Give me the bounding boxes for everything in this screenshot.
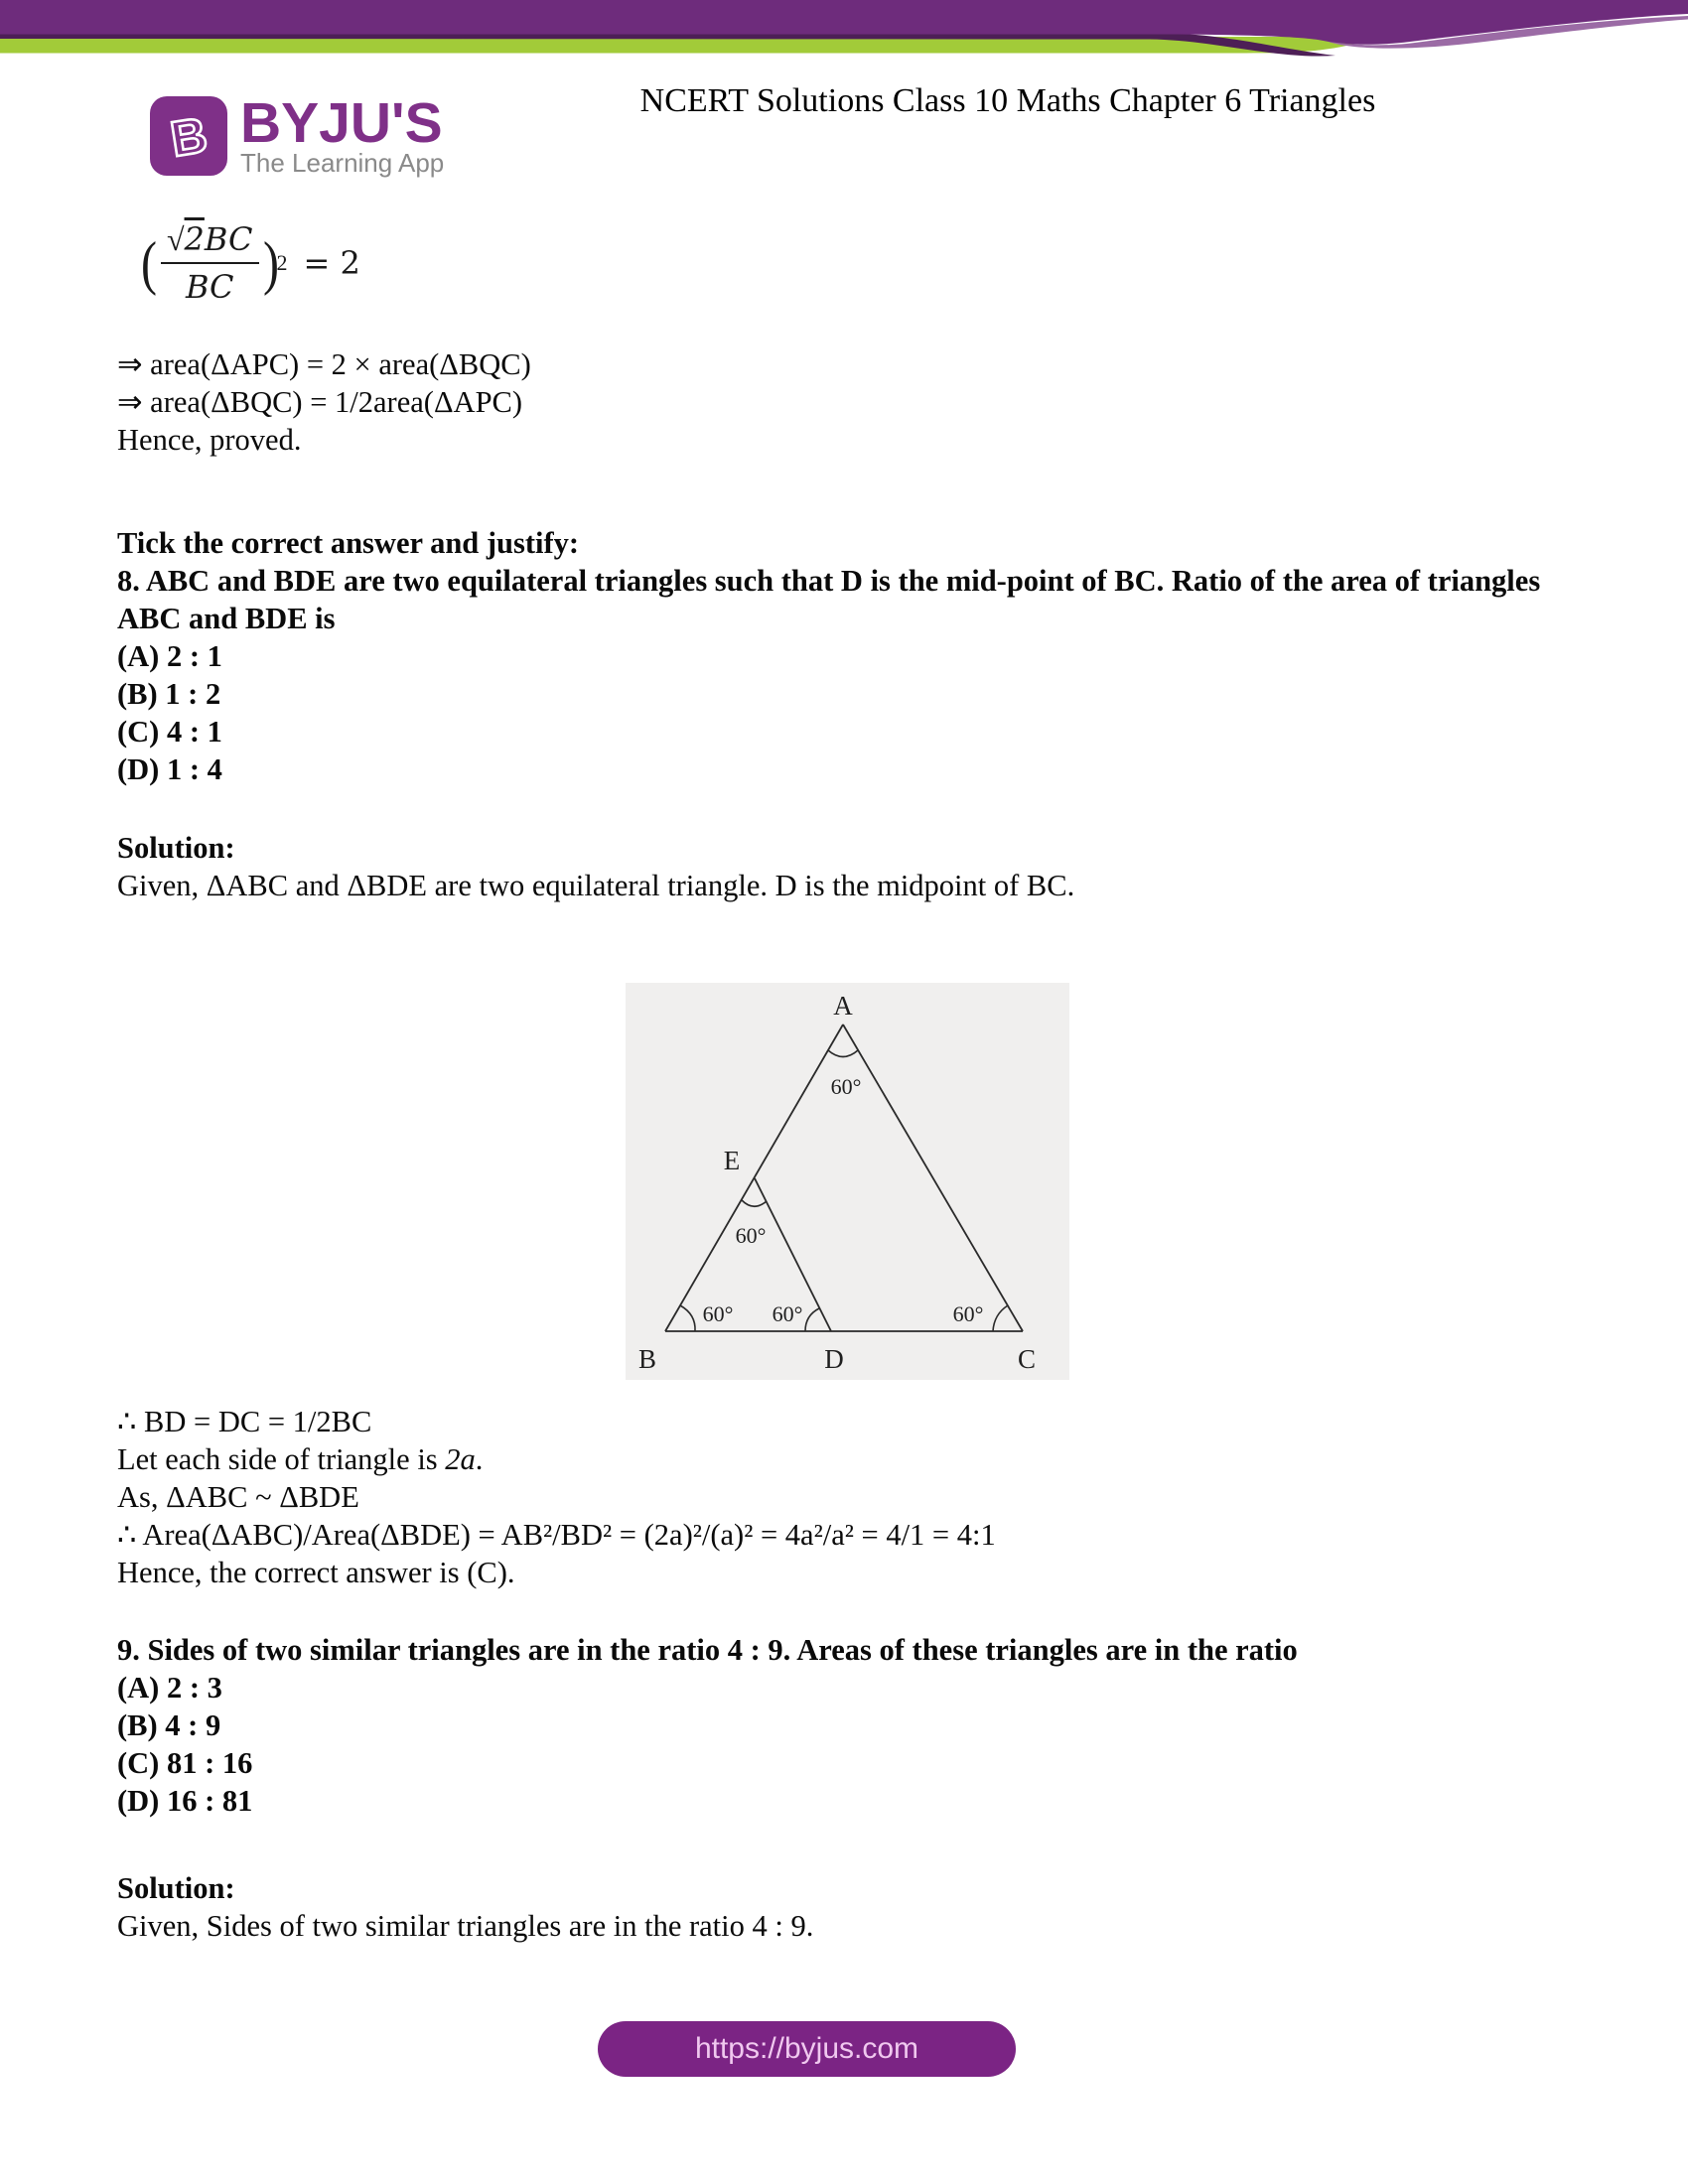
vertex-label-E: E <box>723 1146 741 1175</box>
let-pre: Let each side of triangle is <box>117 1442 446 1476</box>
numerator-rest: BC <box>204 220 253 258</box>
sol9-given: Given, Sides of two similar triangles are in the ratio 4 : 9. <box>117 1909 814 1943</box>
logo-text <box>240 91 445 178</box>
formula-exponent: 2 <box>276 250 288 275</box>
page-title: NCERT Solutions Class 10 Maths Chapter 6 Triangles <box>639 82 1376 119</box>
sol8-step-line: ∴ BD = DC = 1/2BC <box>117 1405 372 1438</box>
derivation-block <box>117 345 531 459</box>
angle-label-C: 60° <box>952 1301 984 1326</box>
q8-option-c: (C) 4 : 1 <box>117 715 222 749</box>
sol8-step-line: ∴ Area(ΔABC)/Area(ΔBDE) = AB²/BD² = (2a)²/(a)² = 4a²/a² = 4/1 = 4:1 <box>117 1518 996 1552</box>
q8-question: 8. ABC and BDE are two equilateral triangles such that D is the mid-point of BC. Ratio of the area of triangles ABC and BDE is <box>117 564 1547 635</box>
vertex-label-A: A <box>833 991 853 1021</box>
formula-denominator: BC <box>185 268 234 306</box>
logo-tagline: The Learning App <box>240 148 445 178</box>
radical-sign: √ <box>166 221 185 257</box>
formula-open-paren: ( <box>140 229 157 296</box>
q9-option-b: (B) 4 : 9 <box>117 1708 221 1742</box>
q8-option-d: (D) 1 : 4 <box>117 752 222 786</box>
angle-label-B: 60° <box>702 1301 734 1326</box>
logo-brand: BYJU'S <box>240 91 443 155</box>
solution-heading: Solution: <box>117 831 235 865</box>
vertex-label-B: B <box>637 1344 657 1374</box>
derivation-line: ⇒ area(ΔBQC) = 1/2area(ΔAPC) <box>117 385 523 419</box>
let-italic: 2a <box>445 1442 476 1476</box>
formula-fraction <box>161 220 259 306</box>
solution-heading: Solution: <box>117 1871 235 1905</box>
q8-intro: Tick the correct answer and justify: <box>117 526 580 560</box>
formula-close-paren: ) <box>262 229 279 296</box>
derivation-line: ⇒ area(ΔAPC) = 2 × area(ΔBQC) <box>117 347 531 381</box>
question-9-block <box>117 1631 1567 1820</box>
byjus-logo <box>149 91 445 178</box>
angle-label-D: 60° <box>772 1301 803 1326</box>
solution-8-steps <box>117 1403 1567 1591</box>
sol8-step-line: As, ΔABC ~ ΔBDE <box>117 1480 359 1514</box>
logo-b-glyph: B <box>166 106 211 168</box>
math-formula <box>139 220 360 306</box>
byjus-url-button[interactable] <box>598 2021 1016 2077</box>
q9-option-c: (C) 81 : 16 <box>117 1746 253 1780</box>
vertex-label-D: D <box>824 1344 844 1374</box>
byjus-url-label: https://byjus.com <box>694 2032 919 2065</box>
question-8-block <box>117 524 1567 788</box>
solution-8-block <box>117 829 1567 904</box>
sol8-step-line: Hence, the correct answer is (C). <box>117 1556 515 1589</box>
derivation-line: Hence, proved. <box>117 423 302 457</box>
angle-label-E: 60° <box>735 1223 767 1248</box>
q8-option-a: (A) 2 : 1 <box>117 639 222 673</box>
triangle-diagram <box>626 983 1069 1380</box>
solution-9-block <box>117 1869 1567 1945</box>
q9-question: 9. Sides of two similar triangles are in the ratio 4 : 9. Areas of these triangles are in the ratio <box>117 1633 1298 1667</box>
formula-rhs: = 2 <box>303 244 360 282</box>
let-post: . <box>475 1442 484 1476</box>
diagram-background <box>626 983 1069 1380</box>
angle-label-A: 60° <box>830 1074 862 1099</box>
sol8-step-line <box>117 1440 1567 1478</box>
q9-option-a: (A) 2 : 3 <box>117 1671 222 1705</box>
radicand: 2 <box>184 220 205 258</box>
vertex-label-C: C <box>1017 1344 1037 1374</box>
q9-option-d: (D) 16 : 81 <box>117 1784 253 1818</box>
byjus-logo-icon <box>149 95 228 177</box>
q8-option-b: (B) 1 : 2 <box>117 677 221 711</box>
sol8-given: Given, ΔABC and ΔBDE are two equilateral triangle. D is the midpoint of BC. <box>117 869 1075 902</box>
formula-numerator <box>161 220 259 264</box>
